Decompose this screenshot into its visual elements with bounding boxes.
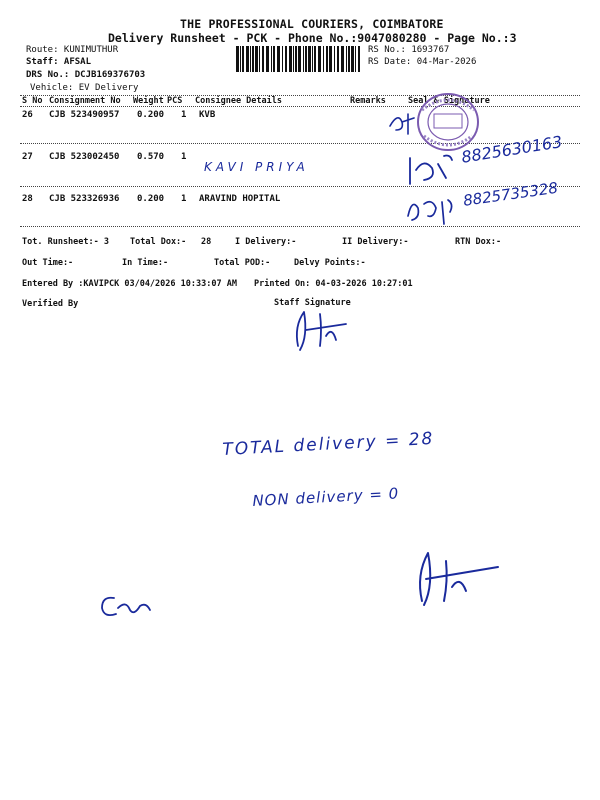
row28-sno: 28 <box>22 194 33 204</box>
col-weight: Weight <box>133 96 164 106</box>
handwritten-non-delivery: NON delivery = 0 <box>252 484 400 510</box>
row26-consignment: CJB 523490957 <box>49 110 120 120</box>
bottom-right-signature <box>408 545 504 609</box>
table-bottom-rule <box>20 226 580 227</box>
verified-by: Verified By <box>22 299 79 309</box>
tot-runsheet: Tot. Runsheet:- 3 <box>22 237 109 247</box>
staff-signature-label: Staff Signature <box>274 298 351 308</box>
total-dox-value: 28 <box>201 237 212 247</box>
bottom-left-initials <box>96 588 156 622</box>
row27-pcs: 1 <box>181 152 187 162</box>
row28-handwritten-phone: 8825735328 <box>462 178 560 210</box>
row28-pcs: 1 <box>181 194 187 204</box>
col-consignment: Consignment No <box>49 96 121 106</box>
printed-on: Printed On: 04-03-2026 10:27:01 <box>254 279 413 289</box>
ii-delivery: II Delivery:- <box>342 237 409 247</box>
staff-signature <box>286 306 356 354</box>
rs-date: RS Date: 04-Mar-2026 <box>368 57 477 67</box>
row27-consignment: CJB 523002450 <box>49 152 120 162</box>
row28-signature <box>402 192 462 228</box>
col-sno: S No <box>22 96 43 106</box>
total-dox-label: Total Dox:- <box>130 237 187 247</box>
route-label: Route: KUNIMUTHUR <box>26 45 119 55</box>
out-time: Out Time:- <box>22 258 74 268</box>
drs-number: DRS No.: DCJB169376703 <box>26 70 146 80</box>
row26-consignee: KVB <box>199 110 216 120</box>
col-pcs: PCS <box>167 96 183 106</box>
row26-weight: 0.200 <box>137 110 165 120</box>
row27-handwritten-phone: 8825630163 <box>460 132 564 167</box>
row28-consignment: CJB 523326936 <box>49 194 120 204</box>
row26-sno: 26 <box>22 110 33 120</box>
col-remarks: Remarks <box>350 96 386 106</box>
row28-consignee: ARAVIND HOPITAL <box>199 194 281 204</box>
staff-label: Staff: AFSAL <box>26 57 92 67</box>
rs-number: RS No.: 1693767 <box>368 45 450 55</box>
i-delivery: I Delivery:- <box>235 237 297 247</box>
row27-weight: 0.570 <box>137 152 165 162</box>
vehicle-label: Vehicle: EV Delivery <box>30 83 139 93</box>
rtn-dox: RTN Dox:- <box>455 237 502 247</box>
runsheet-subtitle: Delivery Runsheet - PCK - Phone No.:9047080280 - Page No.:3 <box>108 31 517 45</box>
row26-pcs: 1 <box>181 110 187 120</box>
total-pod: Total POD:- <box>214 258 271 268</box>
company-title: THE PROFESSIONAL COURIERS, COIMBATORE <box>180 17 444 31</box>
table-header-rule <box>20 106 580 107</box>
in-time: In Time:- <box>122 258 169 268</box>
row27-signature <box>402 150 462 192</box>
entered-by: Entered By :KAVIPCK 03/04/2026 10:33:07 AM <box>22 279 237 289</box>
handwritten-total-delivery: TOTAL delivery = 28 <box>222 428 435 460</box>
barcode <box>236 46 362 72</box>
col-consignee: Consignee Details <box>195 96 282 106</box>
row28-weight: 0.200 <box>137 194 165 204</box>
row26-signature <box>384 108 434 138</box>
row27-sno: 27 <box>22 152 33 162</box>
col-seal-signature: Seal & Signature <box>408 96 490 106</box>
row27-handwritten-name: KAVI PRIYA <box>204 160 309 174</box>
delvy-points: Delvy Points:- <box>294 258 366 268</box>
